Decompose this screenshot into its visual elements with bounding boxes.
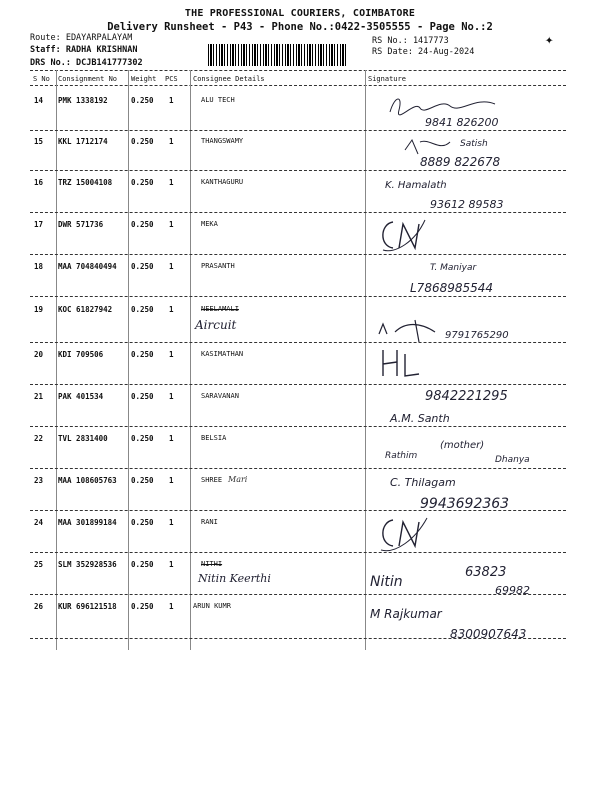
- row-sno: 24: [34, 518, 44, 527]
- svg-text:C. Thilagam: C. Thilagam: [390, 476, 456, 489]
- drs-number: DRS No.: DCJB141777302: [30, 58, 143, 68]
- rs-date: RS Date: 24-Aug-2024: [372, 47, 475, 57]
- row-divider: [30, 212, 566, 213]
- row-sno: 17: [34, 220, 44, 229]
- svg-text:9841 826200: 9841 826200: [425, 116, 499, 129]
- row-weight: 0.250: [131, 392, 154, 401]
- svg-text:M Rajkumar: M Rajkumar: [370, 607, 442, 621]
- svg-text:Nitin: Nitin: [370, 574, 403, 590]
- svg-text:A.M. Santh: A.M. Santh: [390, 412, 450, 425]
- col-pcs: PCS: [165, 75, 178, 83]
- row-pcs: 1: [169, 518, 174, 527]
- row-pcs: 1: [169, 434, 174, 443]
- row-sno: 18: [34, 262, 44, 271]
- column-divider: [56, 70, 57, 650]
- row-consignee: PRASANTH: [201, 262, 235, 270]
- svg-text:8300907643: 8300907643: [450, 627, 527, 641]
- row-consignee: ALU TECH: [201, 96, 235, 104]
- row-divider: [30, 342, 566, 343]
- svg-text:Dhanya: Dhanya: [495, 455, 530, 465]
- row-weight: 0.250: [131, 262, 154, 271]
- row-pcs: 1: [169, 137, 174, 146]
- rs-number: RS No.: 1417773: [372, 36, 449, 46]
- row-consignment: KKL 1712174: [58, 137, 108, 146]
- signature-row-18: [410, 256, 560, 298]
- svg-text:9791765290: 9791765290: [445, 330, 509, 341]
- svg-text:93612 89583: 93612 89583: [430, 198, 504, 211]
- row-weight: 0.250: [131, 220, 154, 229]
- route-label: Route: EDAYARPALAYAM: [30, 33, 133, 43]
- row-consignee: SARAVANAN: [201, 392, 239, 400]
- row-pcs: 1: [169, 476, 174, 485]
- company-title: THE PROFESSIONAL COURIERS, COIMBATORE: [184, 8, 416, 19]
- signature-row-22: [385, 428, 555, 468]
- row-sno: 16: [34, 178, 44, 187]
- row-consignment: MAA 108605763: [58, 476, 117, 485]
- header-top-rule: [30, 70, 566, 71]
- column-divider: [128, 70, 129, 650]
- col-weight: Weight: [131, 75, 157, 83]
- row-divider: [30, 254, 566, 255]
- row-divider: [30, 426, 566, 427]
- svg-text:(mother): (mother): [440, 440, 485, 451]
- row-weight: 0.250: [131, 560, 154, 569]
- row-consignee: ARUN KUMR: [193, 602, 231, 610]
- row-consignee: NEELAMALI: [201, 305, 239, 313]
- row-consignment: KDI 709506: [58, 350, 104, 359]
- row-consignment: KUR 696121518: [58, 602, 117, 611]
- row-sno: 20: [34, 350, 44, 359]
- col-consignee: Consignee Details: [193, 75, 265, 83]
- svg-text:Satish: Satish: [460, 139, 488, 149]
- row-consignment: PAK 401534: [58, 392, 104, 401]
- signature-row-17: [375, 212, 435, 256]
- signature-row-26: [370, 596, 570, 644]
- row-weight: 0.250: [131, 476, 154, 485]
- row-consignment: SLM 352928536: [58, 560, 117, 569]
- svg-text:T. Maniyar: T. Maniyar: [430, 263, 477, 273]
- row-weight: 0.250: [131, 350, 154, 359]
- column-divider: [190, 70, 191, 650]
- handwritten-consignee: Mari: [228, 475, 248, 484]
- staff-label: Staff: RADHA KRISHNAN: [30, 45, 138, 55]
- row-consignment: TRZ 15004108: [58, 178, 113, 187]
- row-pcs: 1: [169, 350, 174, 359]
- svg-text:63823: 63823: [465, 565, 507, 580]
- row-weight: 0.250: [131, 518, 154, 527]
- row-sno: 19: [34, 305, 44, 314]
- row-sno: 23: [34, 476, 44, 485]
- signature-row-14: [385, 90, 515, 130]
- row-sno: 14: [34, 96, 44, 105]
- row-divider: [30, 638, 566, 639]
- row-divider: [30, 170, 566, 171]
- svg-text:8889 822678: 8889 822678: [420, 155, 501, 169]
- row-consignment: TVL 2831400: [58, 434, 108, 443]
- row-sno: 15: [34, 137, 44, 146]
- signature-row-20: [375, 344, 435, 382]
- signature-row-24: [375, 510, 435, 554]
- row-pcs: 1: [169, 262, 174, 271]
- svg-text:L7868985544: L7868985544: [410, 281, 494, 295]
- row-consignee: BELSIA: [201, 434, 227, 442]
- header-bottom-rule: [30, 85, 566, 86]
- row-sno: 25: [34, 560, 44, 569]
- svg-text:K. Hamalath: K. Hamalath: [385, 180, 447, 191]
- row-consignee: RANI: [201, 518, 218, 526]
- row-weight: 0.250: [131, 305, 154, 314]
- row-divider: [30, 594, 566, 595]
- row-consignment: KOC 61827942: [58, 305, 113, 314]
- row-consignee: KANTHAGURU: [201, 178, 244, 186]
- runsheet-subtitle: Delivery Runsheet - P43 - Phone No.:0422-3505555 - Page No.:2: [107, 21, 493, 33]
- signature-row-21: [385, 384, 545, 428]
- handwritten-consignee: Aircuit: [195, 318, 237, 332]
- column-divider: [365, 70, 366, 650]
- row-sno: 26: [34, 602, 44, 611]
- pen-mark: ✦: [545, 32, 554, 48]
- row-pcs: 1: [169, 305, 174, 314]
- row-weight: 0.250: [131, 602, 154, 611]
- row-pcs: 1: [169, 178, 174, 187]
- barcode: [208, 44, 348, 66]
- svg-text:Rathim: Rathim: [385, 451, 418, 461]
- signature-row-16: [385, 172, 535, 214]
- row-sno: 22: [34, 434, 44, 443]
- row-pcs: 1: [169, 602, 174, 611]
- row-divider: [30, 510, 566, 511]
- handwritten-consignee: Nitin Keerthi: [198, 572, 271, 585]
- svg-text:69982: 69982: [495, 584, 530, 597]
- svg-text:9842221295: 9842221295: [425, 389, 508, 404]
- row-consignment: PMK 1338192: [58, 96, 108, 105]
- row-pcs: 1: [169, 392, 174, 401]
- row-weight: 0.250: [131, 434, 154, 443]
- svg-text:9943692363: 9943692363: [420, 496, 510, 512]
- row-consignment: DWR 571736: [58, 220, 104, 229]
- row-pcs: 1: [169, 560, 174, 569]
- row-consignee: THANGSWAMY: [201, 137, 244, 145]
- row-divider: [30, 468, 566, 469]
- col-consignment: Consignment No: [58, 75, 118, 83]
- row-consignee: NITHI: [201, 560, 223, 568]
- signature-row-23: [390, 470, 580, 514]
- row-divider: [30, 296, 566, 297]
- row-consignee: KASIMATHAN: [201, 350, 244, 358]
- row-pcs: 1: [169, 96, 174, 105]
- row-divider: [30, 552, 566, 553]
- col-sno: S No: [33, 75, 50, 83]
- row-weight: 0.250: [131, 137, 154, 146]
- col-signature: Signature: [368, 75, 406, 83]
- row-sno: 21: [34, 392, 44, 401]
- signature-row-15: [400, 130, 550, 172]
- row-consignee: SHREE: [201, 476, 223, 484]
- row-consignment: MAA 301899184: [58, 518, 117, 527]
- row-consignee: MEKA: [201, 220, 218, 228]
- row-weight: 0.250: [131, 96, 154, 105]
- row-pcs: 1: [169, 220, 174, 229]
- row-consignment: MAA 704840494: [58, 262, 117, 271]
- row-weight: 0.250: [131, 178, 154, 187]
